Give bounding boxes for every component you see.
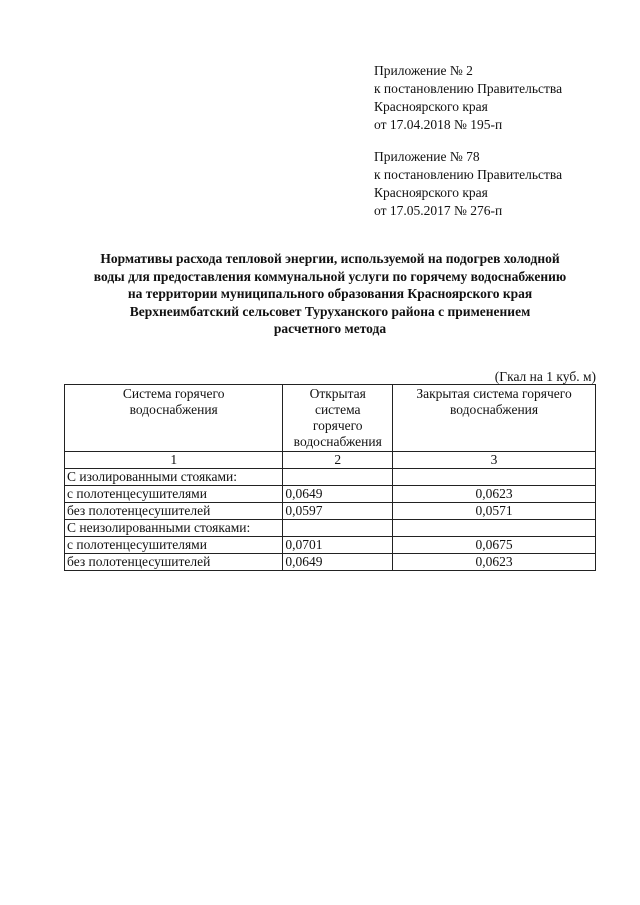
closed-value: 0,0675 (393, 537, 596, 554)
table-row (65, 554, 596, 571)
closed-value: 0,0571 (393, 503, 596, 520)
row-label: С неизолированными стояками: (65, 520, 283, 537)
table-row (65, 537, 596, 554)
annex-block-78 (374, 148, 562, 220)
header-system (65, 385, 283, 452)
annex-line: к постановлению Правительства (374, 81, 563, 96)
title-line: воды для предоставления коммунальной услуги по горячему водоснабжению (93, 268, 567, 284)
annex-line: Приложение № 78 (374, 149, 480, 164)
row-label: С изолированными стояками: (65, 469, 283, 486)
header-line: система (314, 402, 361, 417)
norms-table (64, 384, 596, 571)
title-line: на территории муниципального образования Красноярского края (127, 286, 533, 301)
table-row (65, 486, 596, 503)
header-closed-system (393, 385, 596, 452)
header-line: водоснабжения (449, 402, 539, 417)
row-label: без полотенцесушителей (65, 554, 283, 571)
column-index-row (65, 452, 596, 469)
header-line: Открытая (309, 386, 366, 401)
annex-line: Красноярского края (374, 99, 488, 114)
title-line: Верхнеимбатский сельсовет Туруханского района с применением (129, 303, 531, 319)
unit-label: (Гкал на 1 куб. м) (494, 369, 596, 384)
annex-line: от 17.05.2017 № 276-п (374, 203, 503, 218)
header-line: водоснабжения (129, 402, 218, 417)
header-line: Закрытая система горячего (416, 386, 572, 401)
open-value: 0,0597 (283, 503, 393, 520)
row-label: с полотенцесушителями (65, 486, 283, 503)
title-line: расчетного метода (273, 321, 387, 336)
closed-value (393, 469, 596, 486)
closed-value (393, 520, 596, 537)
document-title (64, 250, 596, 338)
header-line: водоснабжения (293, 434, 382, 449)
table-header-row (65, 385, 596, 452)
open-value (283, 520, 393, 537)
table-row (65, 469, 596, 486)
closed-value: 0,0623 (393, 486, 596, 503)
header-line: горячего (312, 418, 363, 433)
index-cell: 2 (283, 452, 393, 469)
closed-value: 0,0623 (393, 554, 596, 571)
index-cell: 1 (65, 452, 283, 469)
row-label: с полотенцесушителями (65, 537, 283, 554)
table-row (65, 520, 596, 537)
open-value: 0,0649 (283, 486, 393, 503)
index-cell: 3 (393, 452, 596, 469)
open-value: 0,0701 (283, 537, 393, 554)
annex-line: Красноярского края (374, 185, 488, 200)
annex-line: Приложение № 2 (374, 63, 473, 78)
row-label: без полотенцесушителей (65, 503, 283, 520)
title-line: Нормативы расхода тепловой энергии, используемой на подогрев холодной (100, 251, 560, 266)
table-row (65, 503, 596, 520)
annex-block-2 (374, 62, 562, 134)
header-line: Система горячего (122, 386, 225, 401)
annex-line: к постановлению Правительства (374, 167, 563, 182)
open-value (283, 469, 393, 486)
open-value: 0,0649 (283, 554, 393, 571)
header-open-system (283, 385, 393, 452)
annex-line: от 17.04.2018 № 195-п (374, 117, 503, 132)
